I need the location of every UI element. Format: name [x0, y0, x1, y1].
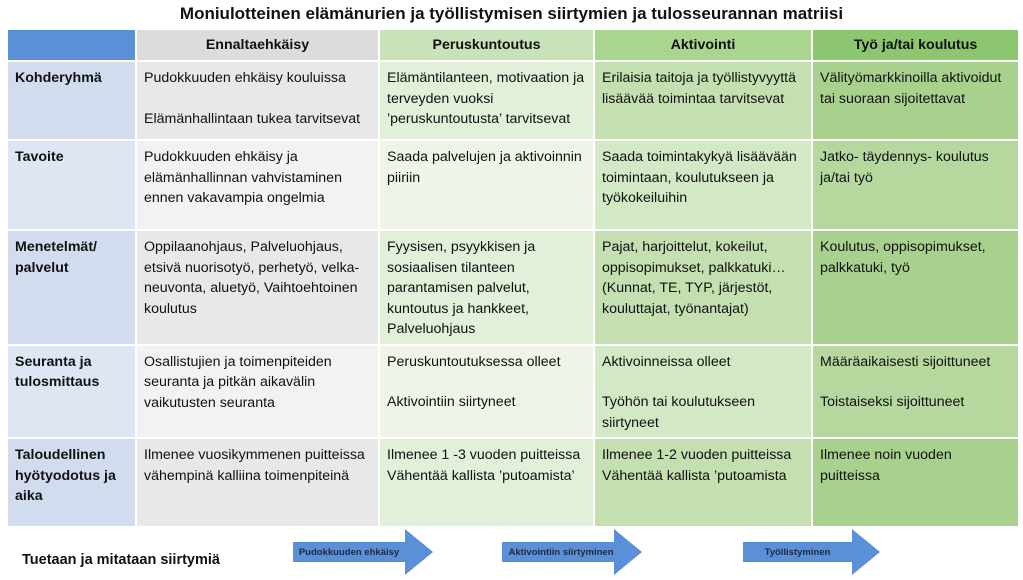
arrow-label: Pudokkuuden ehkäisy [298, 546, 400, 558]
footer-label: Tuetaan ja mitataan siirtymiä [22, 552, 220, 568]
arrow-label: Aktivointiin siirtyminen [508, 546, 614, 558]
column-header: Ennaltaehkäisy [136, 29, 379, 61]
matrix-cell [594, 230, 812, 345]
header-row [7, 29, 1019, 61]
matrix-cell [812, 140, 1019, 230]
cell-text: Oppilaanohjaus, Palveluohjaus, etsivä nuorisotyö, perhetyö, velka-neuvonta, aluetyö, Vaihtoehtoinen koulutus [144, 239, 360, 317]
matrix-row [7, 140, 1019, 230]
matrix-cell [594, 438, 812, 527]
matrix-cell [594, 140, 812, 230]
cell-text: Saada toimintakykyä lisäävään toimintaan, koulutukseen ja työkokeiluihin [602, 149, 797, 206]
cell-text: Pudokkuuden ehkäisy ja elämänhallinnan vahvistaminen ennen vakavampia ongelmia [144, 149, 342, 206]
matrix-cell [136, 345, 379, 439]
column-header: Aktivointi [594, 29, 812, 61]
matrix-row [7, 438, 1019, 527]
matrix-cell [812, 230, 1019, 345]
cell-text: Toistaiseksi sijoittuneet [820, 394, 965, 410]
cell-text: Erilaisia taitoja ja työllistyvyyttä lisäävää toimintaa tarvitsevat [602, 70, 796, 107]
arrow-dropout-prevention [293, 529, 433, 575]
cell-text: Välityömarkkinoilla aktivoidut tai suoraan sijoitettavat [820, 70, 1002, 107]
column-header: Työ ja/tai koulutus [812, 29, 1019, 61]
matrix-cell [812, 345, 1019, 439]
cell-text: Aktivoinneissa olleet [602, 353, 731, 370]
transition-matrix [6, 28, 1020, 528]
paragraph-gap [387, 372, 586, 392]
arrow-label: Työllistyminen [764, 546, 831, 558]
cell-text: Elämäntilanteen, motivaation ja terveyden vuoksi ’peruskuntoutusta’ tarvitsevat [387, 70, 585, 127]
cell-text: Vähentää kallista ’putoamista [602, 467, 787, 484]
row-label: Menetelmät/ palvelut [7, 230, 136, 345]
row-label: Taloudellinen hyötyodotus ja aika [7, 438, 136, 527]
cell-text: Jatko- täydennys- koulutus ja/tai työ [820, 149, 989, 186]
cell-text: Osallistujien ja toimenpiteiden seuranta ja pitkän aikavälin vaikutusten seuranta [144, 353, 332, 411]
cell-text: Työhön tai koulutukseen siirtyneet [602, 394, 756, 431]
paragraph-gap [602, 372, 804, 392]
cell-text: Vähentää kallista ’putoamista’ [387, 467, 575, 484]
matrix-cell [594, 61, 812, 140]
page-title: Moniulotteinen elämänurien ja työllistymisen siirtymien ja tulosseurannan matriisi [179, 4, 844, 23]
matrix-cell [379, 345, 594, 439]
paragraph-gap [144, 89, 371, 109]
cell-text: Fyysisen, psyykkisen ja sosiaalisen tilanteen parantamisen palvelut, kuntoutus ja hankkeet, Palveluohjaus [387, 239, 536, 337]
matrix-body [7, 61, 1019, 527]
matrix-cell [136, 438, 379, 527]
cell-text: Pudokkuuden ehkäisy kouluissa [144, 70, 346, 86]
column-header: Peruskuntoutus [379, 29, 594, 61]
matrix-cell [812, 438, 1019, 527]
matrix-cell [136, 230, 379, 345]
matrix-cell [379, 140, 594, 230]
cell-text: Ilmenee 1-2 vuoden puitteissa [602, 447, 792, 463]
cell-text: Aktivointiin siirtyneet [387, 394, 516, 410]
cell-text: Koulutus, oppisopimukset, palkkatuki, työ [820, 239, 986, 276]
cell-text: Saada palvelujen ja aktivoinnin piiriin [387, 149, 582, 186]
cell-text: Pajat, harjoittelut, kokeilut, oppisopimukset, palkkatuki… (Kunnat, TE, TYP, järjestöt, kouluttajat, työnantajat) [602, 239, 786, 317]
cell-text: Ilmenee 1 -3 vuoden puitteissa [387, 447, 581, 463]
matrix-cell [812, 61, 1019, 140]
matrix-cell [594, 345, 812, 439]
arrow-employment [743, 529, 880, 575]
matrix-cell [379, 61, 594, 140]
row-label: Kohderyhmä [7, 61, 136, 140]
cell-text: Ilmenee vuosikymmenen puitteissa vähempinä kalliina toimenpiteinä [144, 447, 365, 484]
paragraph-gap [820, 372, 1011, 392]
header-corner [7, 29, 136, 61]
matrix-row [7, 230, 1019, 345]
matrix-cell [136, 61, 379, 140]
row-label: Tavoite [7, 140, 136, 230]
cell-text: Peruskuntoutuksessa olleet [387, 353, 561, 370]
cell-text: Määräaikaisesti sijoittuneet [820, 353, 991, 370]
matrix-cell [379, 438, 594, 527]
cell-text: Ilmenee noin vuoden puitteissa [820, 447, 952, 484]
cell-text: Elämänhallintaan tukea tarvitsevat [144, 110, 361, 127]
matrix-row [7, 61, 1019, 140]
arrow-activation-transition [502, 529, 642, 575]
matrix-row [7, 345, 1019, 439]
row-label: Seuranta ja tulosmittaus [7, 345, 136, 439]
matrix-cell [379, 230, 594, 345]
matrix-cell [136, 140, 379, 230]
